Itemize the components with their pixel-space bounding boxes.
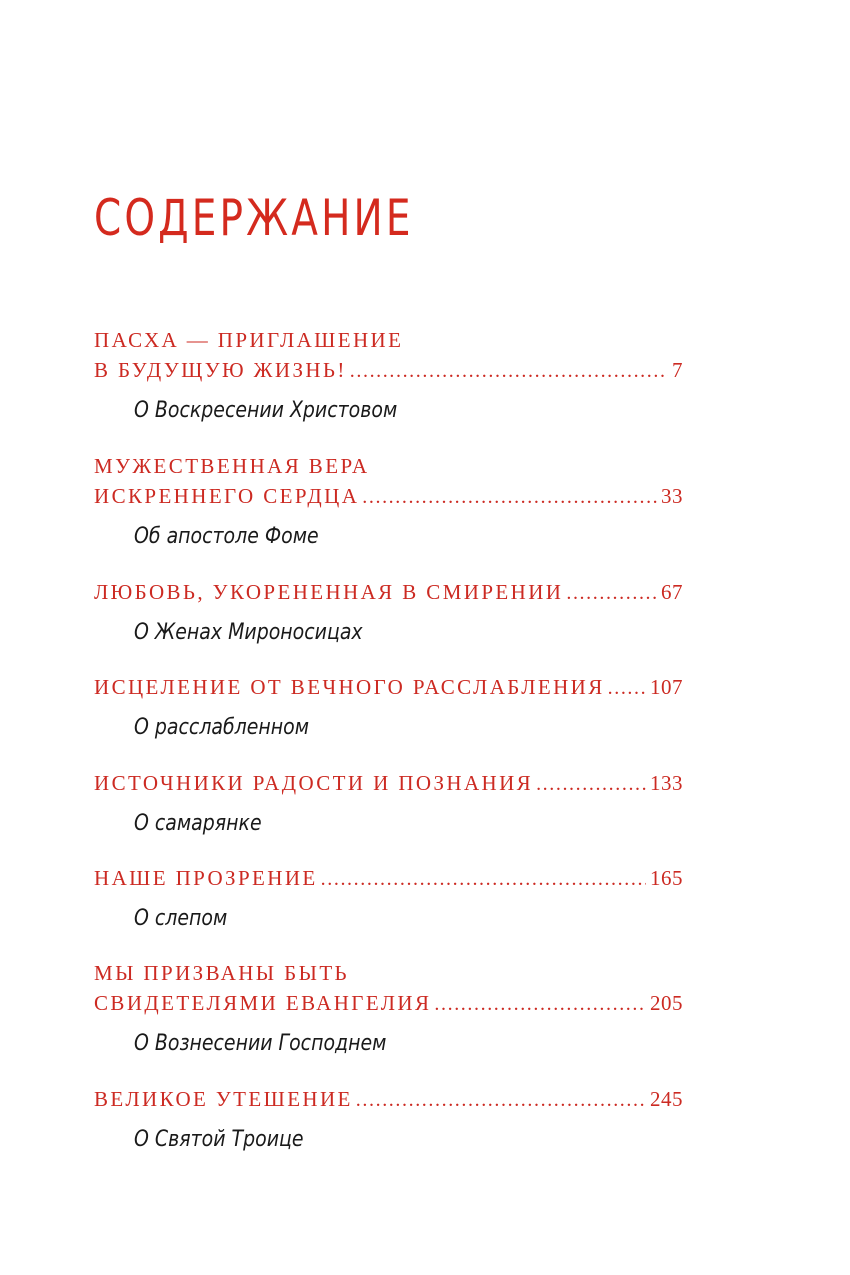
toc-heading-line: [94, 988, 683, 1019]
page-number: 133: [650, 771, 683, 795]
toc-subtitle: О Воскресении Христовом: [134, 398, 398, 423]
dot-leader: [321, 864, 646, 894]
page-number: 107: [650, 675, 683, 699]
toc-heading-text: ИСТОЧНИКИ РАДОСТИ И ПОЗНАНИЯ: [94, 771, 534, 795]
toc-subtitle: Об апостоле Фоме: [134, 524, 319, 549]
dot-leader: [434, 989, 646, 1019]
dot-leader: [356, 1085, 646, 1115]
toc-heading-text: ЛЮБОВЬ, УКОРЕНЕННАЯ В СМИРЕНИИ: [94, 580, 564, 604]
page-number: 245: [650, 1087, 683, 1111]
toc-heading-text: СВИДЕТЕЛЯМИ ЕВАНГЕЛИЯ: [94, 991, 432, 1015]
toc-heading-line: [94, 672, 683, 703]
toc-heading-line: [94, 355, 683, 386]
toc-heading-text: ИСКРЕННЕГО СЕРДЦА: [94, 484, 360, 508]
page-number: 7: [672, 358, 683, 382]
toc-entry[interactable]: [94, 672, 683, 743]
toc-subtitle: О слепом: [134, 906, 228, 931]
toc-subtitle: О Святой Троице: [134, 1127, 304, 1152]
toc-heading-line: [94, 481, 683, 512]
toc-subtitle: О самарянке: [134, 811, 262, 836]
toc-heading-line: [94, 958, 683, 988]
page-number: 33: [661, 484, 683, 508]
toc-subtitle: О Женах Мироносицах: [134, 620, 363, 645]
dot-leader: [536, 769, 646, 799]
dot-leader: [362, 482, 657, 512]
page-number: 67: [661, 580, 683, 604]
toc-entry[interactable]: [94, 958, 683, 1059]
page-number: 165: [650, 866, 683, 890]
toc-heading-text: ПАСХА — ПРИГЛАШЕНИЕ: [94, 328, 404, 352]
toc-heading-line: [94, 863, 683, 894]
toc-entry[interactable]: [94, 325, 683, 426]
toc-heading-text: ВЕЛИКОЕ УТЕШЕНИЕ: [94, 1087, 353, 1111]
toc-entry[interactable]: [94, 577, 683, 648]
toc-heading-line: [94, 325, 683, 355]
toc-heading-line: [94, 1084, 683, 1115]
toc-entry[interactable]: [94, 1084, 683, 1155]
toc-heading-line: [94, 768, 683, 799]
dot-leader: [350, 356, 668, 386]
page-number: 205: [650, 991, 683, 1015]
toc-heading-text: В БУДУЩУЮ ЖИЗНЬ!: [94, 358, 347, 382]
toc-entry[interactable]: [94, 451, 683, 552]
toc-heading-text: МЫ ПРИЗВАНЫ БЫТЬ: [94, 961, 350, 985]
dot-leader: [608, 673, 646, 703]
toc-heading-text: МУЖЕСТВЕННАЯ ВЕРА: [94, 454, 370, 478]
toc-entry[interactable]: [94, 768, 683, 839]
toc-subtitle: О расслабленном: [134, 715, 309, 740]
toc-subtitle: О Вознесении Господнем: [134, 1031, 387, 1056]
dot-leader: [566, 578, 657, 608]
toc-heading-line: [94, 451, 683, 481]
page-title: СОДЕРЖАНИЕ: [94, 189, 414, 247]
toc-heading-text: НАШЕ ПРОЗРЕНИЕ: [94, 866, 318, 890]
toc-heading-text: ИСЦЕЛЕНИЕ ОТ ВЕЧНОГО РАССЛАБЛЕНИЯ: [94, 675, 605, 699]
toc-entry[interactable]: [94, 863, 683, 934]
toc-heading-line: [94, 577, 683, 608]
